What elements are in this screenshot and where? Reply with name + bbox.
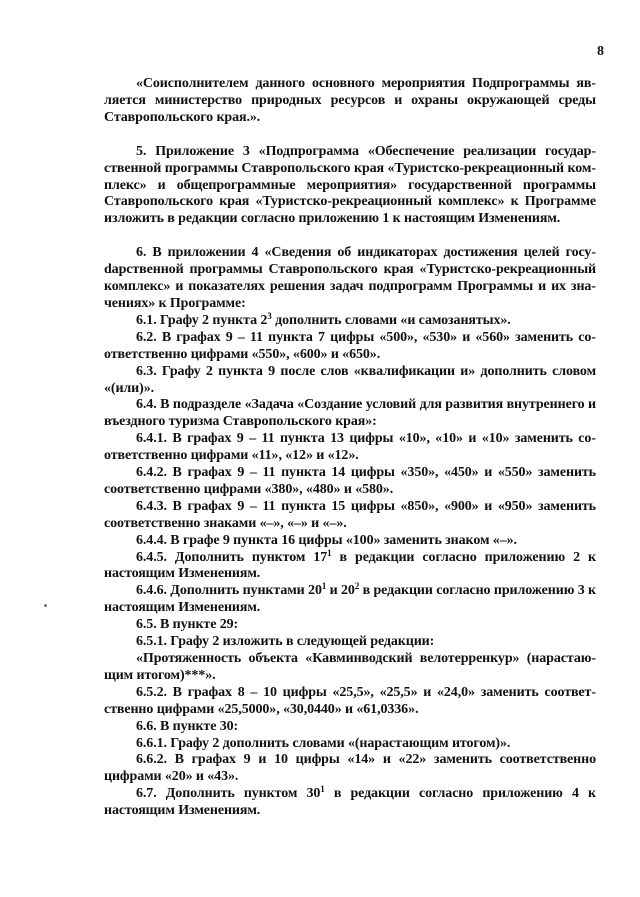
paragraph-6-4: 6.4. В подразделе «Задача «Создание условий для развития внутреннего и въездного туризма Ставропольского края»: <box>104 397 596 430</box>
paragraph-5: 5. Приложение 3 «Подпрограмма «Обеспечение реализации государственной программы Ставропольского края «Туристско-рекреационный комплекс» и общепрограммные мероприятия» государственной программы Ставропольского края «Туристско-рекреационный комплекс» к Программе изложить в редакции согласно приложению 1 к настоящим Изменениям. <box>104 143 596 227</box>
paragraph-6-4-3: 6.4.3. В графах 9 – 11 пункта 15 цифры «850», «900» и «950» заменить соответственно знаками «–», «–» и «–». <box>104 498 596 531</box>
page-number: 8 <box>597 44 604 59</box>
paragraph-6-1 <box>104 310 596 330</box>
paragraph-6-1-after: дополнить словами «и самозанятых». <box>271 312 511 328</box>
paragraph-6-1-before: 6.1. Графу 2 пункта 2 <box>136 312 268 328</box>
paragraph-6-4-1: 6.4.1. В графах 9 – 11 пункта 13 цифры «10», «10» и «10» заменить соответственно цифрами «11», «12» и «12». <box>104 431 596 464</box>
superscript: 1 <box>320 784 325 795</box>
paragraph-6-4-5-after: в редакции согласно приложению 2 к настоящим Изменениям. <box>104 549 596 582</box>
paragraph-6-4-5-before: 6.4.5. Дополнить пунктом 17 <box>136 549 328 565</box>
paragraph-6-7 <box>104 786 596 820</box>
paragraph-6-4-4: 6.4.4. В графе 9 пункта 16 цифры «100» заменить знаком «–». <box>136 532 517 548</box>
paragraph-6-5-1: 6.5.1. Графу 2 изложить в следующей редакции: <box>136 634 435 650</box>
paragraph-6-5-1-quote: «Протяженность объекта «Кавминводский велотерренкур» (нарастающим итогом)***». <box>104 651 596 683</box>
paragraph-6: 6. В приложении 4 «Сведения об индикаторах достижения целей госуdарственной программы Ставропольского края «Туристско-рекреационный комплекс» и показателях решения задач подпрограмм Программы и их значениях» к Программе: <box>104 245 596 311</box>
paragraph-6-4-6-after: в редакции согласно приложению 3 к настоящим Изменениям. <box>104 583 596 616</box>
paragraph-6-7-after: в редакции согласно приложению 4 к настоящим Изменениям. <box>104 786 596 819</box>
scan-speck <box>44 604 47 607</box>
paragraph-6-4-6 <box>104 583 596 617</box>
paragraph-6-6: 6.6. В пункте 30: <box>136 718 239 734</box>
paragraph-6-6-1: 6.6.1. Графу 2 дополнить словами «(нарастающим итогом)». <box>136 735 511 751</box>
paragraph-6-4-5 <box>104 547 596 584</box>
paragraph-6-4-6-middle: и 20 <box>326 583 355 599</box>
paragraph-coexecutor: «Соисполнителем данного основного мероприятия Подпрограммы является министерство природных ресурсов и охраны окружающей среды Ставропольского края.». <box>104 76 596 125</box>
document-body <box>104 76 596 820</box>
superscript: 1 <box>327 547 332 558</box>
paragraph-6-4-6-before: 6.4.6. Дополнить пунктами 20 <box>136 583 322 599</box>
paragraph-6-5: 6.5. В пункте 29: <box>136 617 239 633</box>
paragraph-6-6-2: 6.6.2. В графах 9 и 10 цифры «14» и «22» заменить соответственно цифрами «20» и «43». <box>104 752 596 785</box>
superscript: 2 <box>354 581 360 592</box>
superscript: 3 <box>267 310 272 321</box>
paragraph-6-2: 6.2. В графах 9 – 11 пункта 7 цифры «500», «530» и «560» заменить соответственно цифрами «550», «600» и «650». <box>104 329 596 362</box>
paragraph-6-4-2: 6.4.2. В графах 9 – 11 пункта 14 цифры «350», «450» и «550» заменить соответственно цифрами «380», «480» и «580». <box>104 465 596 497</box>
superscript: 1 <box>321 581 327 592</box>
paragraph-6-7-before: 6.7. Дополнить пунктом 30 <box>136 786 321 802</box>
paragraph-6-5-2: 6.5.2. В графах 8 – 10 цифры «25,5», «25,5» и «24,0» заменить соответственно цифрами «25,5000», «30,0440» и «61,0336». <box>104 684 596 717</box>
paragraph-6-3: 6.3. Графу 2 пункта 9 после слов «квалификации и» дополнить словом «(или)». <box>104 363 596 396</box>
